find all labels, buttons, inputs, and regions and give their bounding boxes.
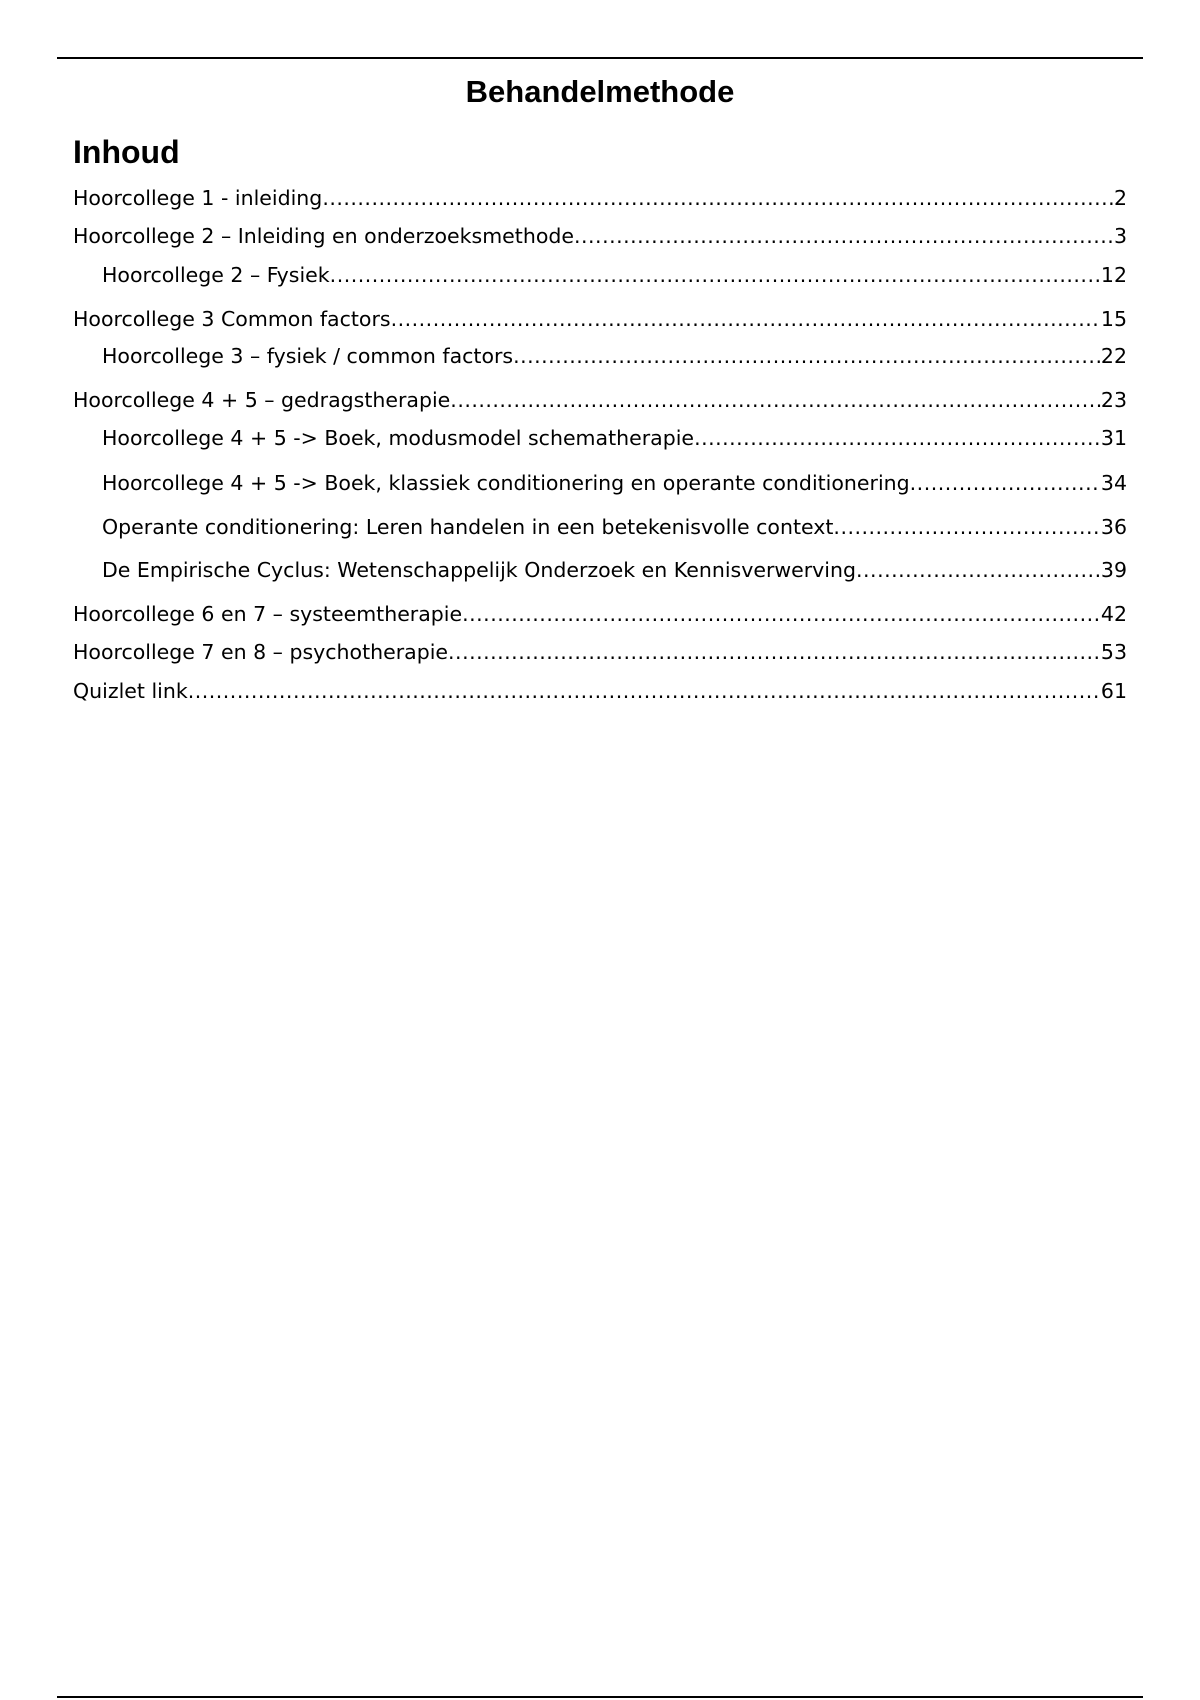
toc-dot-leader [856, 556, 1101, 584]
toc-entry-page: 12 [1100, 263, 1127, 287]
toc-dot-leader [513, 342, 1101, 370]
toc-dot-leader [910, 469, 1101, 497]
toc-entry-page: 36 [1100, 515, 1127, 539]
toc-entry-label: Hoorcollege 3 Common factors [73, 307, 391, 331]
toc-entry-label: Hoorcollege 4 + 5 – gedragstherapie [73, 388, 451, 412]
toc-entry-page: 61 [1100, 679, 1127, 703]
toc-entry[interactable] [102, 424, 1127, 452]
toc-entry-label: Hoorcollege 3 – fysiek / common factors [102, 344, 514, 368]
toc-entry[interactable] [73, 184, 1127, 212]
toc-entry[interactable] [73, 222, 1127, 250]
document-title: Behandelmethode [465, 74, 735, 109]
toc-entry[interactable] [73, 386, 1127, 414]
toc-entry-page: 2 [1113, 186, 1127, 210]
toc-dot-leader [574, 222, 1114, 250]
toc-entry-label: Hoorcollege 2 – Fysiek [102, 263, 330, 287]
toc-entry-label: Hoorcollege 2 – Inleiding en onderzoeksmethode [73, 224, 574, 248]
toc-entry-label: Hoorcollege 4 + 5 -> Boek, modusmodel schematherapie [102, 426, 695, 450]
toc-entry-label: Quizlet link [73, 679, 188, 703]
toc-dot-leader [188, 677, 1101, 705]
toc-entry[interactable] [73, 677, 1127, 705]
toc-entry[interactable] [73, 638, 1127, 666]
toc-entry-label: De Empirische Cyclus: Wetenschappelijk Onderzoek en Kennisverwerving [102, 558, 857, 582]
toc-entry-label: Hoorcollege 1 - inleiding [73, 186, 323, 210]
toc-heading: Inhoud [73, 134, 180, 170]
toc-entry[interactable] [102, 513, 1127, 541]
toc-entry-label: Hoorcollege 6 en 7 – systeemtherapie [73, 602, 463, 626]
toc-entry-page: 34 [1100, 471, 1127, 495]
toc-dot-leader [448, 638, 1101, 666]
toc-entry-label: Hoorcollege 4 + 5 -> Boek, klassiek conditionering en operante conditionering [102, 471, 910, 495]
toc-dot-leader [450, 386, 1101, 414]
toc-entry[interactable] [102, 261, 1127, 289]
footer-rule [57, 1696, 1143, 1698]
toc-dot-leader [462, 600, 1101, 628]
toc-dot-leader [833, 513, 1100, 541]
toc-entry[interactable] [73, 305, 1127, 333]
toc-entry-page: 39 [1100, 558, 1127, 582]
toc-entry-page: 53 [1100, 640, 1127, 664]
toc-entry[interactable] [102, 469, 1127, 497]
toc-dot-leader [391, 305, 1101, 333]
header-rule [57, 57, 1143, 59]
toc-entry-page: 23 [1100, 388, 1127, 412]
toc-entry-label: Operante conditionering: Leren handelen in een betekenisvolle context [102, 515, 834, 539]
toc-entry-page: 3 [1113, 224, 1127, 248]
toc-entry[interactable] [73, 600, 1127, 628]
toc-dot-leader [330, 261, 1101, 289]
toc-entry[interactable] [102, 342, 1127, 370]
toc-entry[interactable] [102, 556, 1127, 584]
toc-entry-page: 42 [1100, 602, 1127, 626]
toc-entry-page: 31 [1100, 426, 1127, 450]
toc-entry-page: 15 [1100, 307, 1127, 331]
toc-entry-label: Hoorcollege 7 en 8 – psychotherapie [73, 640, 449, 664]
toc-dot-leader [694, 424, 1101, 452]
toc-dot-leader [322, 184, 1114, 212]
toc-entry-page: 22 [1100, 344, 1127, 368]
